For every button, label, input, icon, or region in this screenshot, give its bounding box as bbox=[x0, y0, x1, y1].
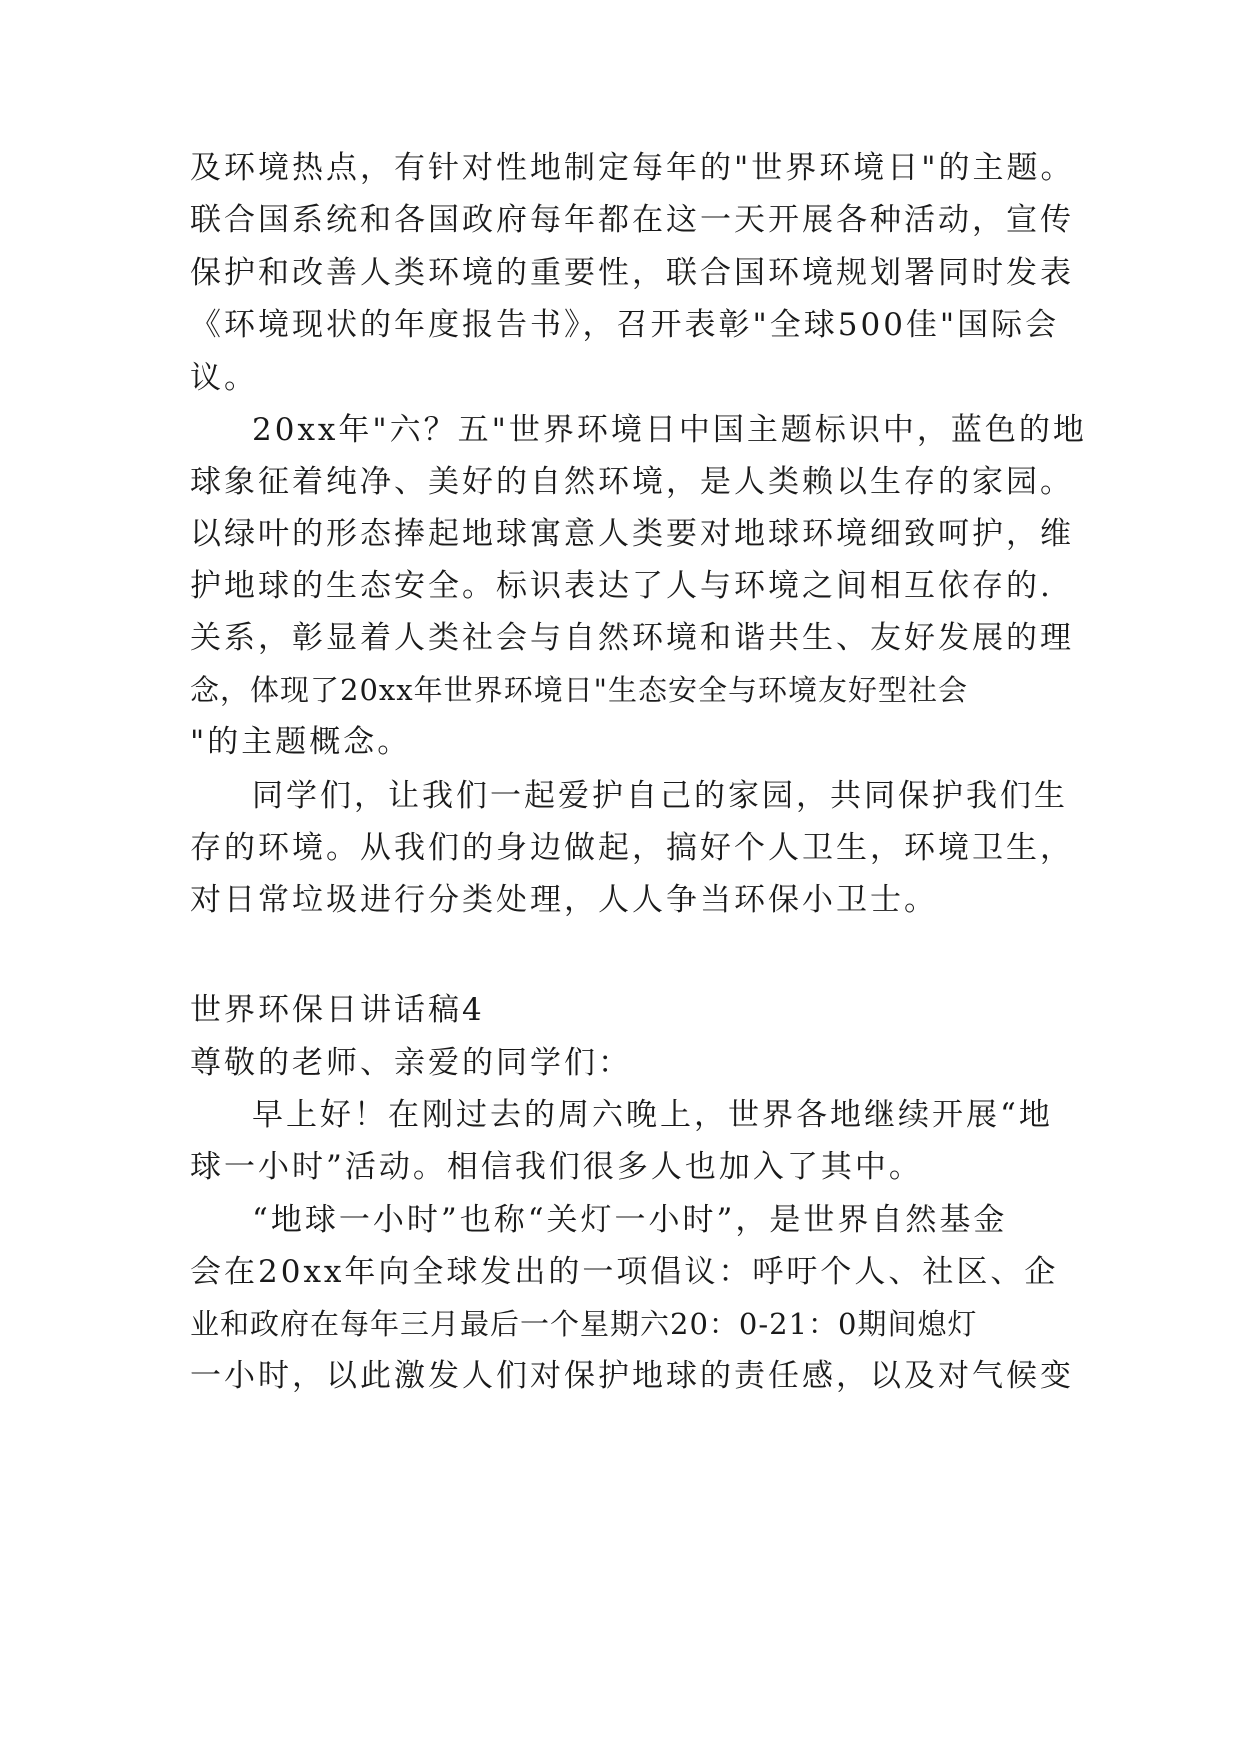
body-text-line: 念，体现了20xx年世界环境日"生态安全与环境友好型社会 bbox=[190, 673, 968, 707]
salutation: 尊敬的老师、亲爱的同学们： bbox=[190, 1045, 632, 1081]
body-text-line: 及环境热点，有针对性地制定每年的"世界环境日"的主题。 bbox=[190, 150, 1075, 186]
paragraph-first-line: 20xx年"六？五"世界环境日中国主题标识中，蓝色的地 bbox=[252, 412, 1087, 448]
body-text-line: 保护和改善人类环境的重要性，联合国环境规划署同时发表 bbox=[190, 255, 1074, 291]
section-heading: 世界环保日讲话稿4 bbox=[190, 992, 485, 1028]
body-text-line: 球象征着纯净、美好的自然环境，是人类赖以生存的家园。 bbox=[190, 464, 1074, 500]
body-text-line: 《环境现状的年度报告书》，召开表彰"全球500佳"国际会 bbox=[190, 307, 1060, 343]
paragraph-first-line: “地球一小时”也称“关灯一小时”，是世界自然基金 bbox=[252, 1202, 1008, 1238]
body-text-line: 以绿叶的形态捧起地球寓意人类要对地球环境细致呵护，维 bbox=[190, 516, 1074, 552]
paragraph-first-line: 早上好！在刚过去的周六晚上，世界各地继续开展“地 bbox=[252, 1097, 1053, 1133]
body-text-line: 存的环境。从我们的身边做起，搞好个人卫生，环境卫生， bbox=[190, 830, 1074, 866]
body-text-line: 球一小时”活动。相信我们很多人也加入了其中。 bbox=[190, 1149, 923, 1185]
body-text-line: 对日常垃圾进行分类处理，人人争当环保小卫士。 bbox=[190, 882, 938, 918]
body-text-line: 业和政府在每年三月最后一个星期六20：0-21：0期间熄灯 bbox=[190, 1307, 978, 1341]
body-text-line: 议。 bbox=[190, 360, 258, 396]
body-text-line: 护地球的生态安全。标识表达了人与环境之间相互依存的. bbox=[190, 568, 1053, 604]
body-text-line: 联合国系统和各国政府每年都在这一天开展各种活动，宣传 bbox=[190, 202, 1074, 238]
body-text-line: "的主题概念。 bbox=[190, 724, 412, 760]
paragraph-first-line: 同学们，让我们一起爱护自己的家园，共同保护我们生 bbox=[252, 778, 1068, 814]
body-text-line: 会在20xx年向全球发出的一项倡议：呼吁个人、社区、企 bbox=[190, 1254, 1059, 1290]
body-text-line: 一小时，以此激发人们对保护地球的责任感，以及对气候变 bbox=[190, 1358, 1074, 1394]
body-text-line: 关系，彰显着人类社会与自然环境和谐共生、友好发展的理 bbox=[190, 620, 1074, 656]
